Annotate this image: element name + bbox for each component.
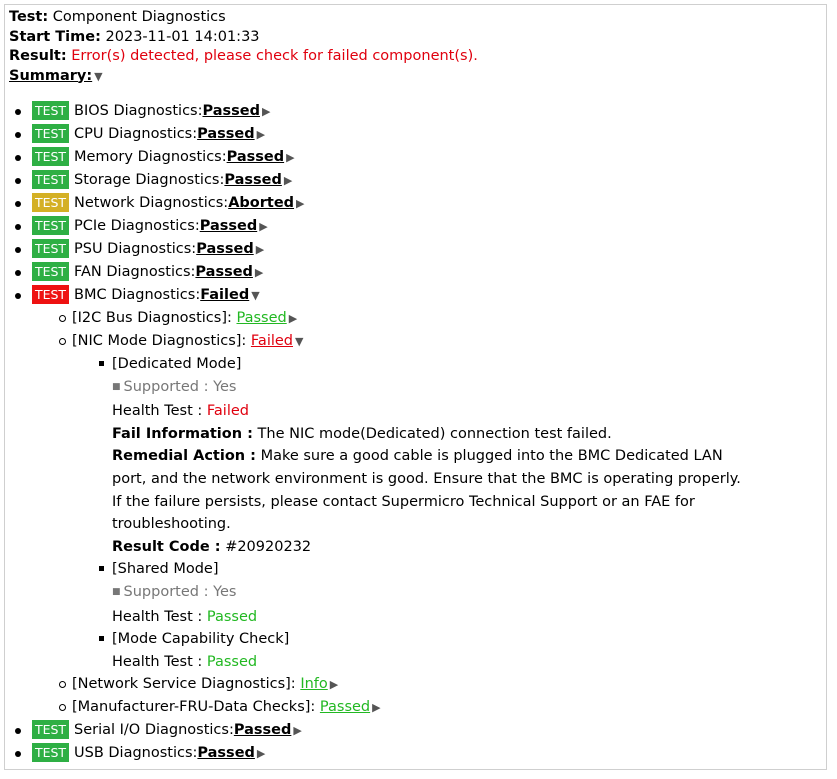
health-test-label: Health Test : xyxy=(112,653,203,670)
supported-text: Supported : Yes xyxy=(123,583,237,600)
triangle-down-icon[interactable]: ▼ xyxy=(251,289,260,302)
health-test-label: Health Test : xyxy=(112,403,203,420)
test-name: CPU Diagnostics: xyxy=(74,126,198,142)
subtest-name: [Network Service Diagnostics]: xyxy=(72,676,296,693)
test-badge: TEST xyxy=(32,743,69,762)
subtest-status-link[interactable]: Passed xyxy=(236,310,287,326)
supported-line xyxy=(112,581,822,606)
test-item-storage xyxy=(32,169,822,192)
nic-mode-list xyxy=(72,353,822,673)
test-item-memory xyxy=(32,146,822,169)
supported-line xyxy=(112,376,822,401)
nic-dedicated-mode xyxy=(112,353,822,558)
test-label: Test: xyxy=(9,9,49,25)
subtest-status-link[interactable]: Passed xyxy=(319,699,371,716)
result-value: Error(s) detected, please check for failed component(s). xyxy=(71,48,478,64)
mode-title: [Dedicated Mode] xyxy=(112,356,242,372)
triangle-right-icon[interactable]: ▶ xyxy=(259,220,268,233)
triangle-down-icon[interactable]: ▼ xyxy=(94,69,103,83)
test-item-bios xyxy=(32,100,822,123)
test-item-pcie xyxy=(32,215,822,238)
result-line xyxy=(9,47,822,67)
test-name: PCIe Diagnostics: xyxy=(74,218,200,234)
fail-information-value: The NIC mode(Dedicated) connection test failed. xyxy=(257,425,612,442)
test-name: Network Diagnostics: xyxy=(74,195,229,211)
subtest-name: [I2C Bus Diagnostics]: xyxy=(72,310,232,326)
triangle-right-icon[interactable]: ▶ xyxy=(288,312,298,325)
health-test-value: Failed xyxy=(206,403,249,420)
test-status-link[interactable]: Aborted xyxy=(228,195,295,211)
subtest-network-service xyxy=(72,673,822,696)
subtest-nic-mode xyxy=(72,330,822,673)
triangle-right-icon[interactable]: ▶ xyxy=(256,747,266,761)
test-status-link[interactable]: Passed xyxy=(226,149,285,165)
test-badge: TEST xyxy=(32,193,69,212)
subtest-status-link[interactable]: Failed xyxy=(250,333,293,349)
test-badge: TEST xyxy=(32,101,69,120)
triangle-right-icon[interactable]: ▶ xyxy=(256,128,266,141)
test-name: PSU Diagnostics: xyxy=(74,241,197,257)
test-badge: TEST xyxy=(32,720,69,739)
health-test-line xyxy=(112,606,822,629)
test-name: Serial I/O Diagnostics: xyxy=(74,722,234,739)
triangle-right-icon[interactable]: ▶ xyxy=(254,266,264,279)
test-badge: TEST xyxy=(32,285,69,304)
test-name: USB Diagnostics: xyxy=(74,745,198,762)
result-code-value: #20920232 xyxy=(225,538,312,555)
start-time-value: 2023-11-01 14:01:33 xyxy=(105,28,260,45)
start-time-label: Start Time: xyxy=(9,28,101,45)
test-name: FAN Diagnostics: xyxy=(74,264,196,280)
test-item-fan xyxy=(32,261,822,284)
test-item-network xyxy=(32,192,822,215)
test-item-serial-io xyxy=(32,719,822,742)
health-test-line xyxy=(112,651,822,674)
triangle-down-icon[interactable]: ▼ xyxy=(295,335,304,348)
triangle-right-icon[interactable]: ▶ xyxy=(293,724,302,738)
triangle-right-icon[interactable]: ▶ xyxy=(283,174,293,187)
test-name: Memory Diagnostics: xyxy=(74,149,227,165)
triangle-right-icon[interactable]: ▶ xyxy=(296,197,305,210)
nic-mode-capability-check xyxy=(112,628,822,673)
test-badge: TEST xyxy=(32,262,69,281)
result-code-line xyxy=(112,536,822,559)
triangle-right-icon[interactable]: ▶ xyxy=(372,701,381,715)
test-item-cpu xyxy=(32,123,822,146)
test-status-link[interactable]: Passed xyxy=(196,241,254,257)
test-item-psu xyxy=(32,238,822,261)
supported-text: Supported : Yes xyxy=(123,378,237,395)
test-status-link[interactable]: Passed xyxy=(233,722,292,739)
subtest-status-link[interactable]: Info xyxy=(300,676,328,693)
test-item-bmc xyxy=(32,284,822,719)
test-status-link[interactable]: Passed xyxy=(202,103,260,119)
subtest-name: [NIC Mode Diagnostics]: xyxy=(72,333,247,349)
triangle-right-icon[interactable]: ▶ xyxy=(286,151,295,164)
test-status-link[interactable]: Passed xyxy=(195,264,253,280)
test-status-link[interactable]: Passed xyxy=(197,126,255,142)
mode-title: [Shared Mode] xyxy=(112,561,219,578)
subtest-manufacturer-fru xyxy=(72,696,822,719)
small-square-icon: ■ xyxy=(112,381,121,392)
test-line xyxy=(9,8,822,28)
test-list xyxy=(9,100,822,765)
remedial-action-label: Remedial Action : xyxy=(112,448,256,465)
triangle-right-icon[interactable]: ▶ xyxy=(329,678,339,692)
remedial-action-value: Make sure a good cable is plugged into the BMC Dedicated LAN port, and the network environment is good. Ensure that the BMC is operating properly. If the failure persists, please contact Supermicro Technical Support or an FAE for troubleshooting. xyxy=(112,448,741,533)
test-badge: TEST xyxy=(32,124,69,143)
health-test-value: Passed xyxy=(206,608,258,625)
triangle-right-icon[interactable]: ▶ xyxy=(255,243,265,256)
test-name: BIOS Diagnostics: xyxy=(74,103,203,119)
small-square-icon: ■ xyxy=(112,586,121,597)
remedial-action-block xyxy=(112,445,752,535)
result-code-label: Result Code : xyxy=(112,538,221,555)
triangle-right-icon[interactable]: ▶ xyxy=(261,105,271,118)
summary-toggle[interactable]: Summary: xyxy=(9,67,93,84)
fail-information-label: Fail Information : xyxy=(112,425,253,442)
bmc-subtest-list xyxy=(32,307,822,719)
test-name: Storage Diagnostics: xyxy=(74,172,225,188)
health-test-label: Health Test : xyxy=(112,608,203,625)
test-value: Component Diagnostics xyxy=(52,9,226,25)
subtest-i2c-bus xyxy=(72,307,822,330)
test-status-link[interactable]: Passed xyxy=(224,172,282,188)
nic-shared-mode xyxy=(112,558,822,628)
mode-title: [Mode Capability Check] xyxy=(112,631,290,648)
health-test-value: Passed xyxy=(206,653,258,670)
health-test-line xyxy=(112,400,822,423)
test-badge: TEST xyxy=(32,216,69,235)
summary-line[interactable] xyxy=(9,67,822,87)
fail-information-line xyxy=(112,423,752,446)
test-badge: TEST xyxy=(32,239,69,258)
diagnostics-report xyxy=(4,4,827,770)
test-status-link[interactable]: Passed xyxy=(197,745,255,762)
test-badge: TEST xyxy=(32,147,69,166)
test-badge: TEST xyxy=(32,170,69,189)
start-time-line xyxy=(9,28,822,48)
test-item-usb xyxy=(32,742,822,765)
test-name: BMC Diagnostics: xyxy=(74,287,201,303)
subtest-name: [Manufacturer-FRU-Data Checks]: xyxy=(72,699,316,716)
test-status-link[interactable]: Passed xyxy=(199,218,258,234)
result-label: Result: xyxy=(9,48,67,64)
test-status-link[interactable]: Failed xyxy=(200,287,250,303)
